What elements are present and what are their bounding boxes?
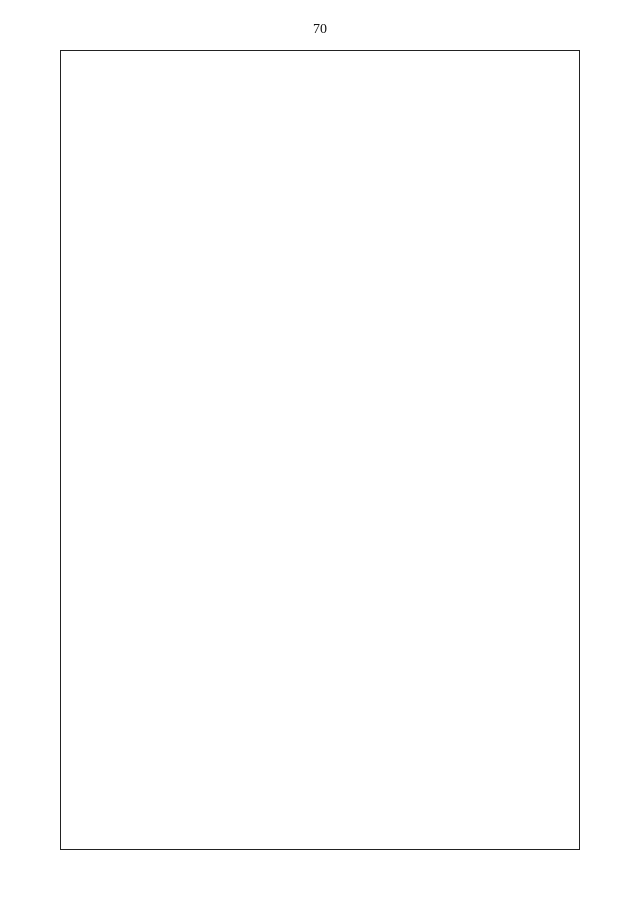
table-frame bbox=[60, 50, 580, 850]
page-number: 70 bbox=[313, 22, 327, 37]
